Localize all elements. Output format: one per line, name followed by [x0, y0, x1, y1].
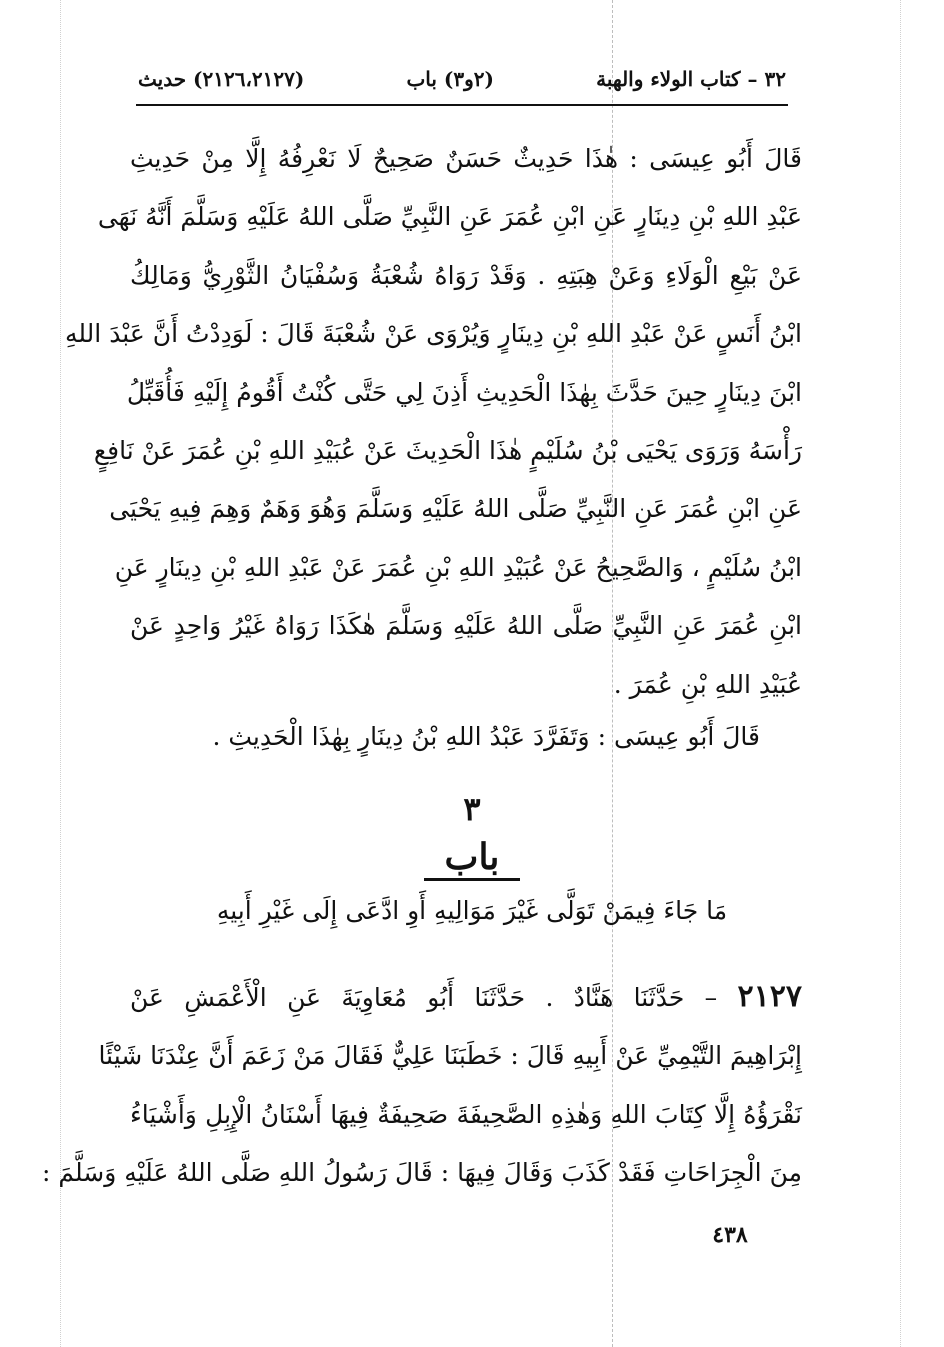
page-number: ٤٣٨	[712, 1222, 748, 1248]
hadith-paragraph	[41, 968, 802, 1203]
chapter-heading: باب	[444, 836, 500, 878]
text-line: ابْنُ سُلَيْمٍ ، وَالصَّحِيحُ عَنْ عُبَيْدِ اللهِ بْنِ عُمَرَ عَنْ عَبْدِ اللهِ بْنِ دِينَارٍ عَنِ	[114, 552, 802, 582]
abu-isa-statement: قَالَ أَبُو عِيسَى : وَتَفَرَّدَ عَبْدُ اللهِ بْنُ دِينَارٍ بِهٰذَا الْحَدِيثِ .	[212, 722, 760, 751]
text-line: رَأْسَهُ وَرَوَى يَحْيَى بْنُ سُلَيْمٍ هٰذَا الْحَدِيثَ عَنْ عُبَيْدِ اللهِ بْنِ عُمَرَ عَنْ نَافِعٍ	[93, 436, 802, 466]
text-line: عَنِ ابْنِ عُمَرَ عَنِ النَّبِيِّ صَلَّى اللهُ عَلَيْهِ وَسَلَّمَ وَهُوَ وَهَمٌ وَهِمَ فِيهِ يَحْيَى	[109, 494, 802, 524]
text-line: عُبَيْدِ اللهِ بْنِ عُمَرَ .	[613, 669, 802, 699]
hadith-line-text: – حَدَّثَنَا هَنَّادٌ . حَدَّثَنَا أَبُو مُعَاوِيَةَ عَنِ الْأَعْمَشِ عَنْ	[130, 983, 718, 1012]
text-line: ابْنَ دِينَارٍ حِينَ حَدَّثَ بِهٰذَا الْحَدِيثِ أَذِنَ لِي حَتَّى كُنْتُ أَقُومُ إِلَيْهِ فَأُقَبِّلُ	[126, 377, 802, 407]
text-line: نَقْرَؤُهُ إِلَّا كِتَابَ اللهِ وَهٰذِهِ الصَّحِيفَةَ صَحِيفَةٌ فِيهَا أَسْنَانُ الْإِبِلِ وَأَشْيَاءُ	[130, 1099, 802, 1129]
header-chapter-range: (٢و٣) باب	[406, 67, 495, 91]
text-line: قَالَ أَبُو عِيسَى : هٰذَا حَدِيثٌ حَسَنٌ صَحِيحٌ لَا نَعْرِفُهُ إِلَّا مِنْ حَدِيثِ	[130, 144, 802, 173]
header-rule	[136, 104, 788, 106]
text-line: إِبْرَاهِيمَ التَّيْمِيِّ عَنْ أَبِيهِ قَالَ : خَطَبَنَا عَلِيٌّ فَقَالَ مَنْ زَعَمَ أَنَّ عِنْدَنَا شَيْئًا	[98, 1041, 802, 1071]
text-line: عَنْ بَيْعِ الْوَلَاءِ وَعَنْ هِبَتِهِ . وَقَدْ رَوَاهُ شُعْبَةُ وَسُفْيَانُ الثَّوْرِيُّ وَمَالِكُ	[130, 260, 802, 290]
text-line: مِنَ الْجِرَاحَاتِ فَقَدْ كَذَبَ وَقَالَ فِيهَا : قَالَ رَسُولُ اللهِ صَلَّى اللهُ عَلَيْهِ وَسَلَّمَ :	[41, 1158, 802, 1188]
scan-edge-right	[900, 0, 901, 1347]
header-hadith-range: (٢١٢٦،٢١٢٧) حديث	[138, 67, 305, 91]
text-line: ابْنُ أَنَسٍ عَنْ عَبْدِ اللهِ بْنِ دِينَارٍ وَيُرْوَى عَنْ شُعْبَةَ قَالَ : لَوَدِدْتُ أَنَّ عَبْدَ اللهِ	[65, 319, 802, 349]
hadith-first-line	[130, 968, 802, 1027]
chapter-heading-underline	[424, 878, 520, 881]
header-book-title: ٣٢ – كتاب الولاء والهبة	[596, 67, 786, 91]
hadith-number: ٢١٢٧	[737, 979, 802, 1014]
text-line: عَبْدِ اللهِ بْنِ دِينَارٍ عَنِ ابْنِ عُمَرَ عَنِ النَّبِيِّ صَلَّى اللهُ عَلَيْهِ وَسَلَّمَ أَنَّهُ نَهَى	[97, 202, 802, 232]
commentary-paragraph	[65, 130, 802, 714]
running-header	[138, 62, 786, 96]
chapter-title: مَا جَاءَ فِيمَنْ تَوَلَّى غَيْرَ مَوَالِيهِ أَوِ ادَّعَى إِلَى غَيْرِ أَبِيهِ	[216, 896, 728, 925]
text-line: ابْنِ عُمَرَ عَنِ النَّبِيِّ صَلَّى اللهُ عَلَيْهِ وَسَلَّمَ هٰكَذَا رَوَاهُ غَيْرُ وَاحِدٍ عَنْ	[130, 611, 802, 641]
chapter-number: ٣	[463, 790, 481, 828]
